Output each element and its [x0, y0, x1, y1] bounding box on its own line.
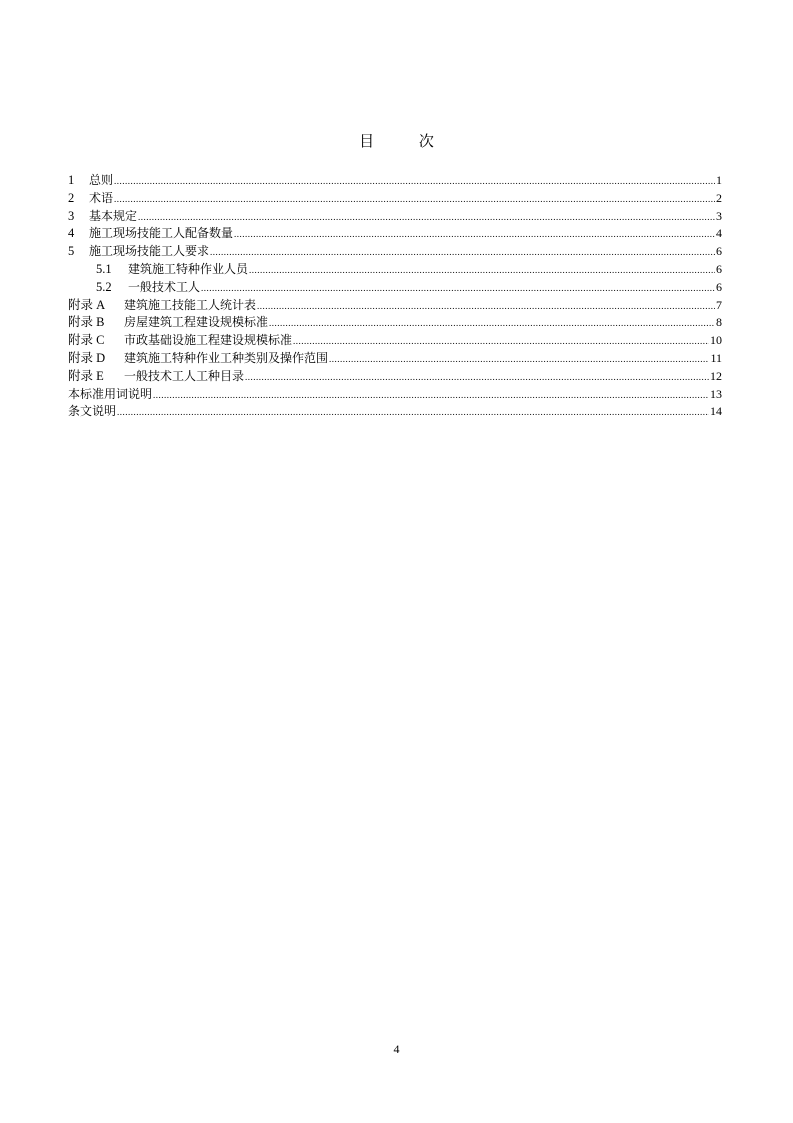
toc-dot-leader	[114, 191, 715, 209]
toc-dot-leader	[269, 315, 715, 333]
page-number: 4	[393, 1042, 400, 1056]
toc-entry-label: 施工现场技能工人要求	[89, 244, 210, 259]
toc-entry-number: 5	[68, 244, 75, 259]
toc-entry-number: 2	[68, 190, 75, 205]
toc-entry-5-2[interactable]	[68, 279, 722, 297]
toc-entry-label: 基本规定	[89, 208, 138, 223]
toc-entry-page: 8	[716, 315, 722, 330]
toc-entry-label: 建筑施工特种作业工种类别及操作范围	[124, 350, 329, 365]
toc-entry-1[interactable]	[68, 172, 722, 190]
toc-entry-page: 7	[716, 297, 722, 312]
toc-entry-2[interactable]	[68, 190, 722, 208]
toc-entry-appendix-d[interactable]	[68, 350, 722, 368]
toc-dot-leader	[293, 333, 709, 351]
toc-entry-number: 3	[68, 208, 75, 223]
toc-dot-leader	[114, 173, 715, 191]
toc-dot-leader	[210, 244, 715, 262]
toc-entry-page: 6	[716, 244, 722, 259]
toc-entry-label: 条文说明	[68, 404, 117, 419]
toc-entry-number: 附录 C	[68, 333, 105, 348]
toc-entry-number: 附录 A	[68, 297, 106, 312]
toc-entry-page: 6	[716, 261, 722, 276]
toc-entry-page: 6	[716, 279, 722, 294]
toc-entry-page: 13	[710, 386, 722, 401]
toc-entry-page: 4	[716, 226, 722, 241]
toc-entry-5-1[interactable]	[68, 261, 722, 279]
toc-entry-label: 一般技术工人工种目录	[124, 368, 245, 383]
toc-entry-page: 3	[716, 208, 722, 223]
toc-dot-leader	[138, 209, 715, 227]
toc-dot-leader	[153, 387, 709, 405]
toc-entry-number: 附录 D	[68, 350, 106, 365]
toc-entry-explanation[interactable]	[68, 403, 722, 421]
toc-entry-5[interactable]	[68, 243, 722, 261]
toc-entry-page: 10	[710, 333, 722, 348]
toc-entry-label: 总则	[89, 173, 114, 187]
toc-dot-leader	[117, 404, 709, 422]
toc-entry-number: 5.2	[96, 279, 112, 294]
page-title: 目 次	[359, 132, 454, 150]
toc-entry-page: 1	[716, 173, 722, 187]
toc-entry-page: 2	[716, 190, 722, 205]
toc-entry-label: 本标准用词说明	[68, 386, 153, 401]
toc-entry-page: 12	[710, 368, 722, 383]
toc-entry-number: 附录 B	[68, 315, 105, 330]
toc-entry-label: 一般技术工人	[128, 279, 201, 294]
toc-entry-appendix-a[interactable]	[68, 297, 722, 315]
toc-entry-page: 14	[710, 404, 722, 419]
toc-entry-number: 1	[68, 173, 75, 187]
toc-dot-leader	[257, 298, 715, 316]
toc-dot-leader	[234, 226, 715, 244]
toc-entry-appendix-c[interactable]	[68, 332, 722, 350]
toc-entry-number: 附录 E	[68, 368, 104, 383]
toc-dot-leader	[245, 369, 709, 387]
toc-entry-terminology[interactable]	[68, 386, 722, 404]
toc-entry-label: 房屋建筑工程建设规模标准	[124, 315, 269, 330]
toc-dot-leader	[201, 280, 715, 298]
toc-entry-label: 施工现场技能工人配备数量	[89, 226, 234, 241]
toc-entry-page: 11	[710, 350, 722, 365]
toc-entry-label: 建筑施工技能工人统计表	[124, 297, 257, 312]
toc-entry-label: 市政基础设施工程建设规模标准	[124, 333, 293, 348]
toc-entry-appendix-b[interactable]	[68, 314, 722, 332]
toc-entry-number: 4	[68, 226, 75, 241]
toc-entry-appendix-e[interactable]	[68, 368, 722, 386]
toc-entry-label: 建筑施工特种作业人员	[128, 261, 249, 276]
toc-dot-leader	[329, 351, 709, 369]
table-of-contents	[68, 172, 722, 421]
toc-entry-label: 术语	[89, 190, 114, 205]
toc-dot-leader	[249, 262, 715, 280]
toc-entry-3[interactable]	[68, 208, 722, 226]
toc-entry-4[interactable]	[68, 225, 722, 243]
toc-entry-number: 5.1	[96, 261, 112, 276]
